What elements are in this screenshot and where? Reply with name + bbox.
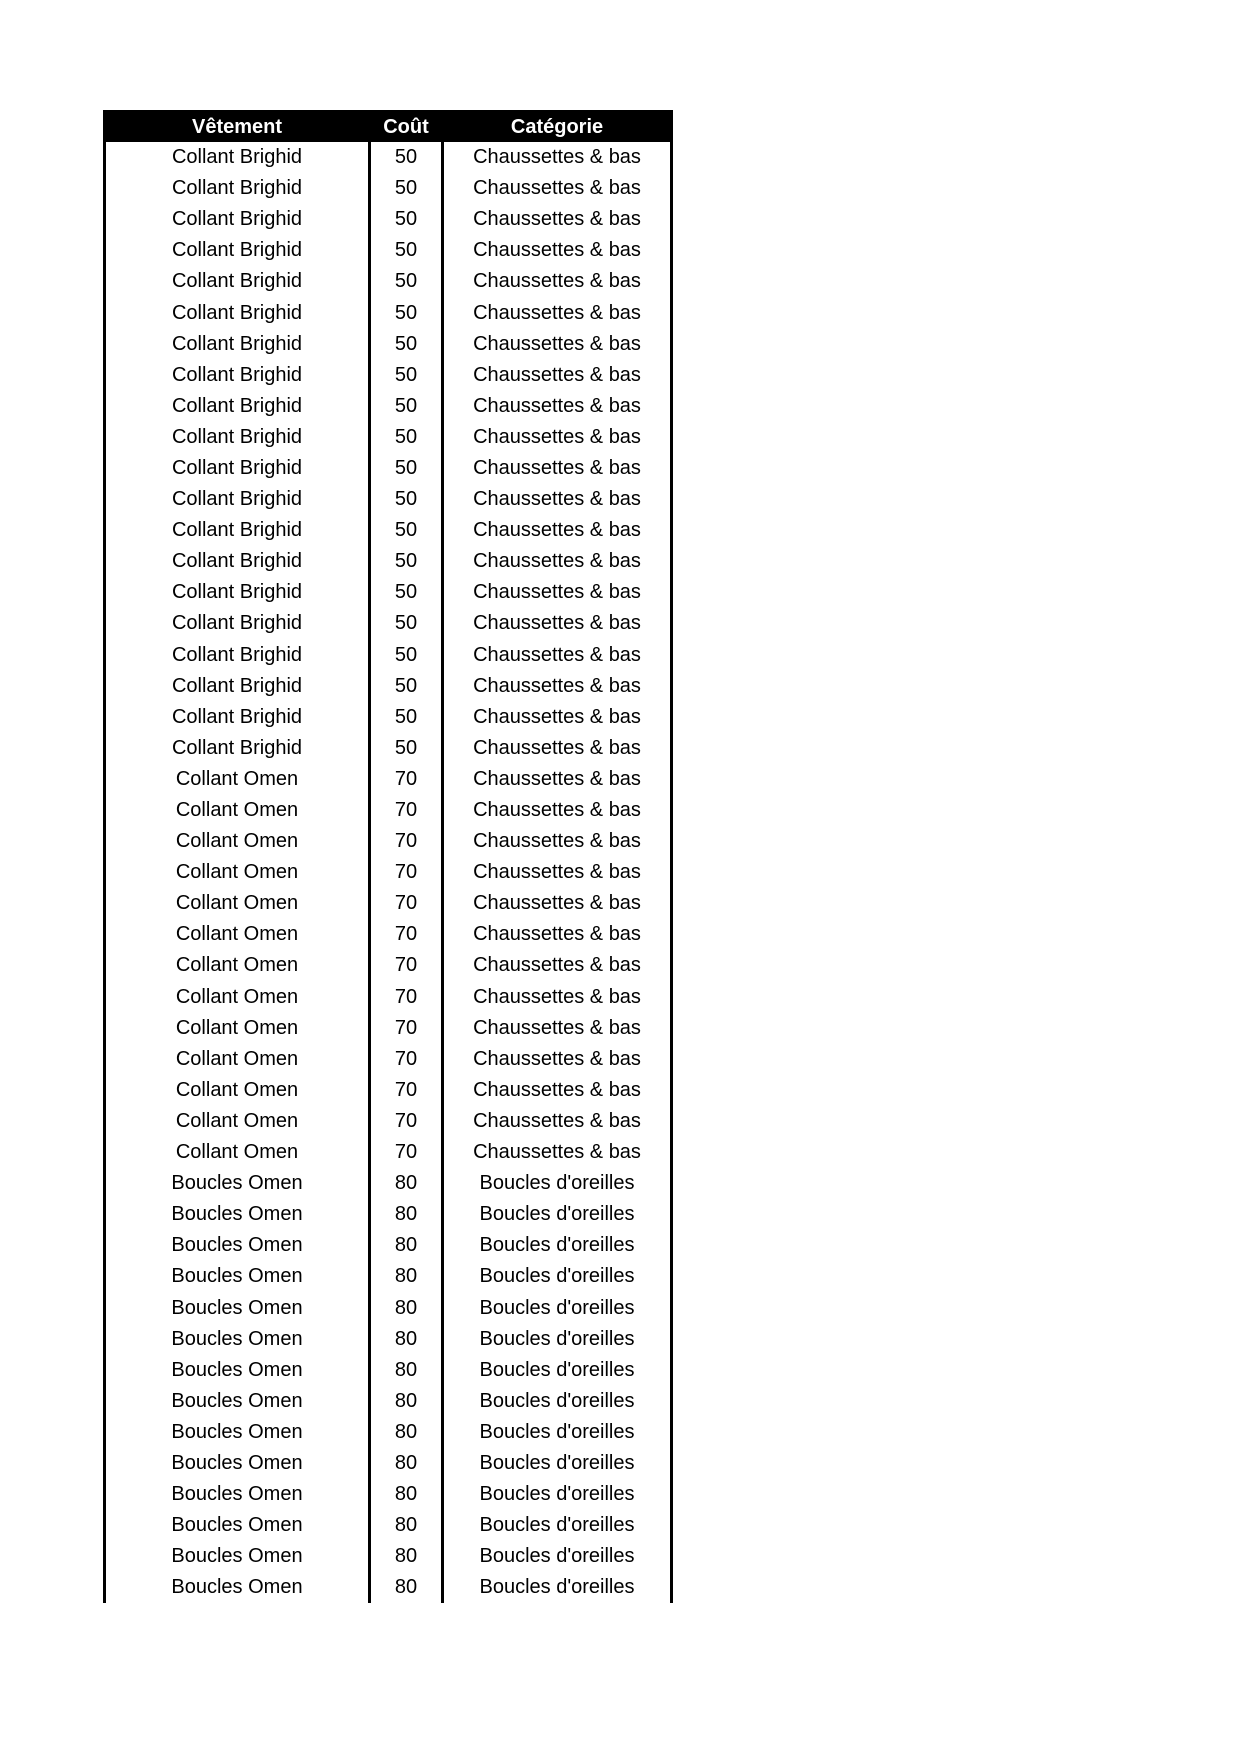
cell-vetement: Boucles Omen [105, 1261, 370, 1292]
table-row [105, 1292, 672, 1323]
table-row [105, 204, 672, 235]
cell-categorie: Chaussettes & bas [443, 919, 672, 950]
cell-vetement: Boucles Omen [105, 1479, 370, 1510]
cell-cout: 50 [370, 391, 443, 422]
cell-cout: 80 [370, 1417, 443, 1448]
table-row [105, 515, 672, 546]
clothing-cost-table [103, 110, 673, 1603]
cell-categorie: Chaussettes & bas [443, 577, 672, 608]
cell-cout: 50 [370, 702, 443, 733]
cell-cout: 70 [370, 982, 443, 1013]
cell-categorie: Chaussettes & bas [443, 484, 672, 515]
data-table-container [103, 110, 670, 1603]
cell-vetement: Boucles Omen [105, 1510, 370, 1541]
cell-cout: 70 [370, 1044, 443, 1075]
cell-categorie: Chaussettes & bas [443, 422, 672, 453]
cell-vetement: Collant Brighid [105, 546, 370, 577]
cell-categorie: Boucles d'oreilles [443, 1355, 672, 1386]
cell-vetement: Boucles Omen [105, 1386, 370, 1417]
cell-vetement: Collant Brighid [105, 702, 370, 733]
cell-categorie: Chaussettes & bas [443, 1075, 672, 1106]
cell-categorie: Chaussettes & bas [443, 329, 672, 360]
cell-cout: 50 [370, 453, 443, 484]
cell-categorie: Boucles d'oreilles [443, 1261, 672, 1292]
table-row [105, 1168, 672, 1199]
cell-cout: 80 [370, 1510, 443, 1541]
cell-vetement: Boucles Omen [105, 1572, 370, 1603]
table-row [105, 484, 672, 515]
cell-cout: 70 [370, 1137, 443, 1168]
cell-categorie: Chaussettes & bas [443, 950, 672, 981]
cell-cout: 50 [370, 484, 443, 515]
cell-categorie: Boucles d'oreilles [443, 1199, 672, 1230]
cell-cout: 80 [370, 1541, 443, 1572]
cell-categorie: Boucles d'oreilles [443, 1510, 672, 1541]
cell-cout: 70 [370, 919, 443, 950]
table-row [105, 733, 672, 764]
cell-categorie: Chaussettes & bas [443, 888, 672, 919]
cell-categorie: Chaussettes & bas [443, 453, 672, 484]
table-header-row [105, 110, 672, 142]
cell-vetement: Boucles Omen [105, 1448, 370, 1479]
table-row [105, 826, 672, 857]
cell-vetement: Collant Brighid [105, 453, 370, 484]
table-row [105, 391, 672, 422]
cell-cout: 70 [370, 1106, 443, 1137]
table-row [105, 1448, 672, 1479]
table-row [105, 453, 672, 484]
cell-vetement: Collant Brighid [105, 733, 370, 764]
table-row [105, 888, 672, 919]
cell-categorie: Boucles d'oreilles [443, 1386, 672, 1417]
cell-cout: 50 [370, 266, 443, 297]
cell-categorie: Chaussettes & bas [443, 826, 672, 857]
table-row [105, 1044, 672, 1075]
cell-cout: 80 [370, 1292, 443, 1323]
cell-categorie: Chaussettes & bas [443, 1044, 672, 1075]
cell-categorie: Boucles d'oreilles [443, 1479, 672, 1510]
cell-categorie: Chaussettes & bas [443, 546, 672, 577]
cell-cout: 50 [370, 422, 443, 453]
cell-cout: 50 [370, 235, 443, 266]
table-row [105, 1106, 672, 1137]
cell-categorie: Chaussettes & bas [443, 640, 672, 671]
table-row [105, 608, 672, 639]
header-cout: Coût [370, 110, 443, 142]
cell-categorie: Boucles d'oreilles [443, 1292, 672, 1323]
cell-cout: 80 [370, 1355, 443, 1386]
header-vetement: Vêtement [105, 110, 370, 142]
cell-cout: 50 [370, 515, 443, 546]
cell-vetement: Collant Omen [105, 1075, 370, 1106]
cell-categorie: Boucles d'oreilles [443, 1230, 672, 1261]
table-row [105, 1386, 672, 1417]
cell-categorie: Chaussettes & bas [443, 1106, 672, 1137]
cell-cout: 50 [370, 142, 443, 173]
cell-categorie: Boucles d'oreilles [443, 1541, 672, 1572]
cell-categorie: Chaussettes & bas [443, 982, 672, 1013]
table-row [105, 671, 672, 702]
table-row [105, 857, 672, 888]
cell-vetement: Boucles Omen [105, 1292, 370, 1323]
cell-cout: 50 [370, 204, 443, 235]
table-row [105, 1261, 672, 1292]
table-row [105, 1137, 672, 1168]
cell-categorie: Chaussettes & bas [443, 297, 672, 328]
table-row [105, 329, 672, 360]
cell-vetement: Boucles Omen [105, 1199, 370, 1230]
table-body [105, 142, 672, 1603]
table-row [105, 1355, 672, 1386]
table-row [105, 1510, 672, 1541]
cell-vetement: Collant Omen [105, 982, 370, 1013]
table-row [105, 982, 672, 1013]
cell-categorie: Chaussettes & bas [443, 391, 672, 422]
table-row [105, 1013, 672, 1044]
cell-vetement: Boucles Omen [105, 1168, 370, 1199]
cell-vetement: Collant Omen [105, 1106, 370, 1137]
cell-categorie: Chaussettes & bas [443, 235, 672, 266]
cell-cout: 70 [370, 795, 443, 826]
table-row [105, 1230, 672, 1261]
cell-categorie: Chaussettes & bas [443, 515, 672, 546]
cell-cout: 70 [370, 1013, 443, 1044]
cell-categorie: Chaussettes & bas [443, 266, 672, 297]
cell-vetement: Boucles Omen [105, 1541, 370, 1572]
cell-cout: 70 [370, 1075, 443, 1106]
cell-categorie: Boucles d'oreilles [443, 1168, 672, 1199]
table-row [105, 1572, 672, 1603]
cell-cout: 50 [370, 671, 443, 702]
cell-categorie: Chaussettes & bas [443, 204, 672, 235]
cell-vetement: Collant Omen [105, 857, 370, 888]
cell-vetement: Boucles Omen [105, 1324, 370, 1355]
table-row [105, 1479, 672, 1510]
cell-vetement: Collant Omen [105, 1013, 370, 1044]
cell-vetement: Collant Omen [105, 950, 370, 981]
cell-categorie: Boucles d'oreilles [443, 1417, 672, 1448]
cell-categorie: Chaussettes & bas [443, 857, 672, 888]
cell-vetement: Collant Brighid [105, 391, 370, 422]
cell-categorie: Chaussettes & bas [443, 764, 672, 795]
cell-categorie: Chaussettes & bas [443, 608, 672, 639]
cell-vetement: Collant Omen [105, 764, 370, 795]
cell-vetement: Collant Brighid [105, 515, 370, 546]
cell-vetement: Collant Brighid [105, 640, 370, 671]
cell-cout: 80 [370, 1230, 443, 1261]
cell-vetement: Collant Omen [105, 1044, 370, 1075]
cell-cout: 70 [370, 888, 443, 919]
cell-cout: 50 [370, 733, 443, 764]
cell-vetement: Collant Brighid [105, 329, 370, 360]
header-categorie: Catégorie [443, 110, 672, 142]
cell-vetement: Collant Brighid [105, 577, 370, 608]
cell-vetement: Boucles Omen [105, 1355, 370, 1386]
cell-cout: 50 [370, 329, 443, 360]
cell-vetement: Collant Omen [105, 826, 370, 857]
cell-categorie: Chaussettes & bas [443, 702, 672, 733]
table-row [105, 235, 672, 266]
table-row [105, 1541, 672, 1572]
cell-cout: 80 [370, 1168, 443, 1199]
cell-cout: 80 [370, 1386, 443, 1417]
cell-cout: 80 [370, 1448, 443, 1479]
cell-vetement: Collant Omen [105, 1137, 370, 1168]
cell-vetement: Boucles Omen [105, 1417, 370, 1448]
table-row [105, 1324, 672, 1355]
table-row [105, 1075, 672, 1106]
cell-vetement: Collant Omen [105, 888, 370, 919]
cell-cout: 80 [370, 1261, 443, 1292]
cell-cout: 80 [370, 1324, 443, 1355]
cell-vetement: Collant Omen [105, 795, 370, 826]
cell-cout: 50 [370, 546, 443, 577]
cell-vetement: Collant Brighid [105, 422, 370, 453]
cell-vetement: Collant Brighid [105, 235, 370, 266]
table-row [105, 1417, 672, 1448]
cell-vetement: Collant Brighid [105, 173, 370, 204]
table-row [105, 297, 672, 328]
cell-cout: 80 [370, 1199, 443, 1230]
cell-categorie: Chaussettes & bas [443, 1013, 672, 1044]
cell-cout: 50 [370, 608, 443, 639]
cell-vetement: Collant Brighid [105, 297, 370, 328]
table-row [105, 577, 672, 608]
cell-categorie: Chaussettes & bas [443, 733, 672, 764]
table-row [105, 1199, 672, 1230]
cell-vetement: Collant Brighid [105, 204, 370, 235]
cell-categorie: Boucles d'oreilles [443, 1324, 672, 1355]
cell-cout: 50 [370, 297, 443, 328]
cell-categorie: Boucles d'oreilles [443, 1448, 672, 1479]
cell-cout: 70 [370, 857, 443, 888]
cell-categorie: Chaussettes & bas [443, 1137, 672, 1168]
cell-categorie: Chaussettes & bas [443, 173, 672, 204]
cell-vetement: Collant Brighid [105, 671, 370, 702]
table-row [105, 142, 672, 173]
cell-cout: 70 [370, 764, 443, 795]
cell-vetement: Collant Brighid [105, 142, 370, 173]
cell-cout: 50 [370, 173, 443, 204]
table-row [105, 640, 672, 671]
cell-categorie: Chaussettes & bas [443, 360, 672, 391]
table-row [105, 795, 672, 826]
cell-categorie: Boucles d'oreilles [443, 1572, 672, 1603]
cell-cout: 80 [370, 1479, 443, 1510]
table-row [105, 702, 672, 733]
cell-cout: 70 [370, 826, 443, 857]
table-row [105, 919, 672, 950]
table-row [105, 360, 672, 391]
cell-categorie: Chaussettes & bas [443, 671, 672, 702]
table-row [105, 546, 672, 577]
cell-categorie: Chaussettes & bas [443, 795, 672, 826]
cell-cout: 50 [370, 577, 443, 608]
cell-cout: 50 [370, 360, 443, 391]
cell-vetement: Collant Brighid [105, 360, 370, 391]
cell-vetement: Collant Brighid [105, 608, 370, 639]
cell-cout: 70 [370, 950, 443, 981]
table-row [105, 422, 672, 453]
table-row [105, 173, 672, 204]
cell-vetement: Boucles Omen [105, 1230, 370, 1261]
cell-cout: 50 [370, 640, 443, 671]
cell-cout: 80 [370, 1572, 443, 1603]
cell-vetement: Collant Brighid [105, 484, 370, 515]
table-row [105, 950, 672, 981]
table-row [105, 266, 672, 297]
table-row [105, 764, 672, 795]
cell-vetement: Collant Brighid [105, 266, 370, 297]
cell-vetement: Collant Omen [105, 919, 370, 950]
cell-categorie: Chaussettes & bas [443, 142, 672, 173]
